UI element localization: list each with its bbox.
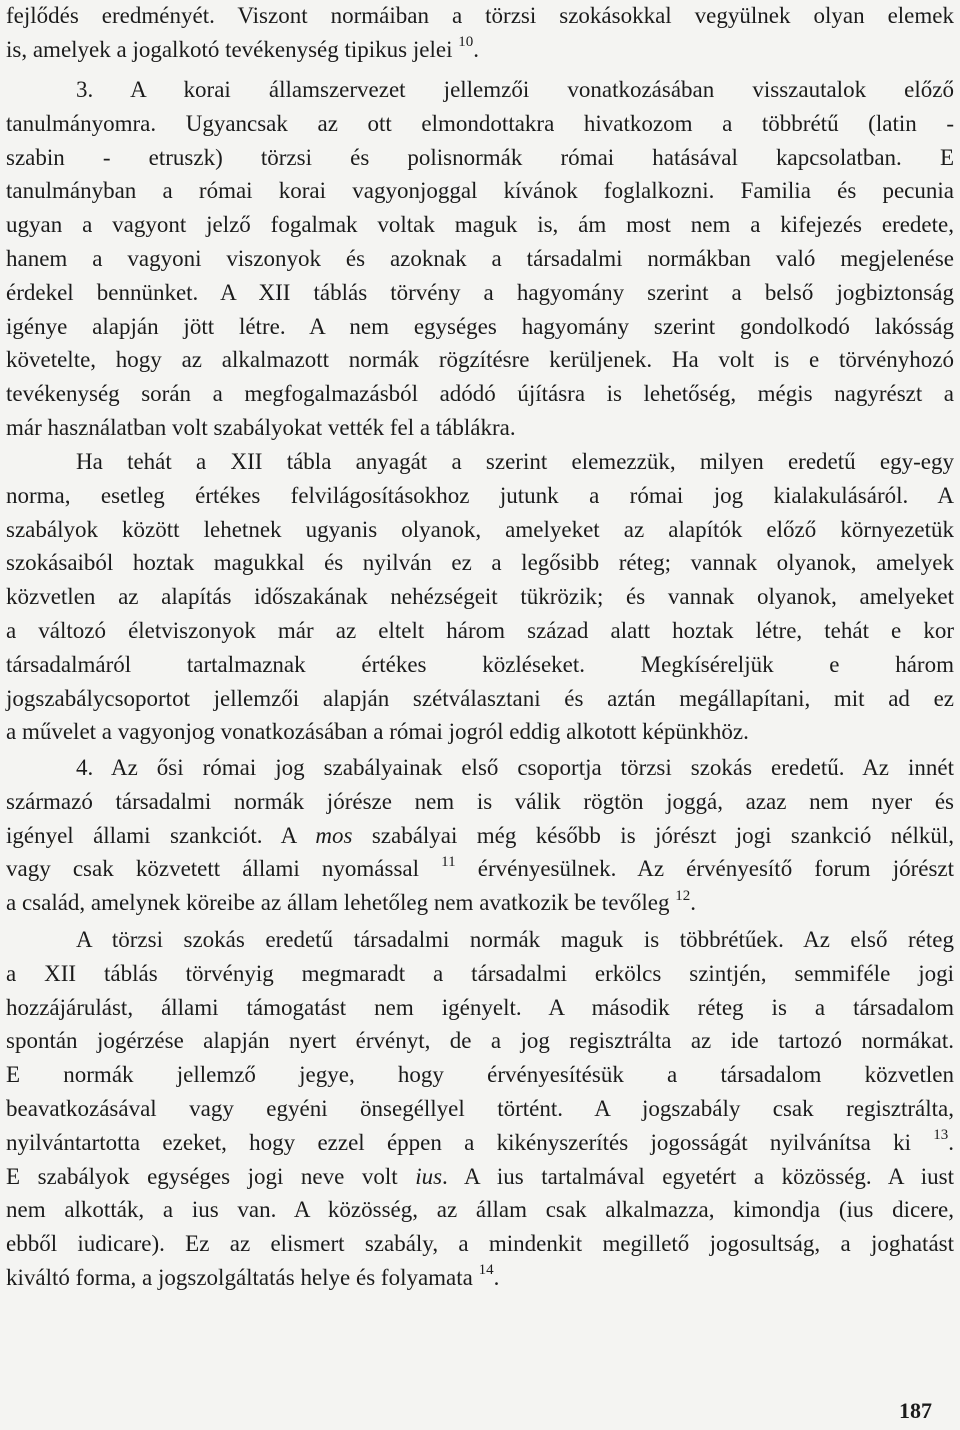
text-line	[6, 958, 954, 990]
text-line	[6, 581, 954, 613]
text-span: a művelet a vagyonjog vonatkozásában a római jogról eddig alkotott képünkhöz.	[6, 719, 749, 745]
text-span: szokásaiból hoztak magukkal és nyilván ez a legősibb réteg; vannak olyanok, amelyek	[6, 550, 954, 576]
text-span: a család, amelynek köreibe az állam lehetőleg nem avatkozik be tevőleg	[6, 890, 676, 916]
text-line	[6, 243, 954, 275]
paragraph-5	[6, 924, 954, 1300]
text-span: Ha tehát a XII tábla anyagát a szerint elemezzük, milyen eredetű egy-egy	[76, 449, 954, 474]
text-line	[6, 1093, 954, 1125]
text-line	[6, 1228, 954, 1260]
italic-term: mos	[315, 822, 353, 848]
text-span: hanem a vagyoni viszonyok és azoknak a társadalmi normákban való megjelenése	[6, 246, 954, 271]
text-span: követelte, hogy az alkalmazott normák rögzítésre kerüljenek. Ha volt is e törvényhozó	[6, 347, 954, 373]
text-line	[6, 1194, 954, 1226]
text-line	[6, 142, 954, 174]
text-span: is, amelyek a jogalkotó tevékenység tipikus jelei	[6, 36, 459, 62]
text-line	[6, 209, 954, 241]
text-span: fejlődés eredményét. Viszont normáiban a törzsi szokásokkal vegyülnek olyan elemek	[6, 3, 954, 28]
text-span: ugyan a vagyont jelző fogalmak voltak maguk is, ám most nem a kifejezés eredete,	[6, 212, 954, 238]
text-line	[6, 311, 954, 343]
text-line	[6, 992, 954, 1024]
text-line	[6, 446, 954, 478]
text-span: E normák jellemző jegye, hogy érvényesítésük a társadalom közvetlen	[6, 1062, 954, 1088]
text-span: érvényesülnek. Az érvényesítő forum jórészt	[455, 856, 955, 882]
text-span: szabályok között lehetnek ugyanis olyanok, amelyeket az alapítók előző környezetük	[6, 516, 954, 542]
text-line	[6, 1127, 954, 1159]
text-line	[6, 277, 954, 309]
text-span: kiváltó forma, a jogszolgáltatás helye és folyamata	[6, 1265, 479, 1290]
paragraph-3	[6, 446, 954, 754]
text-line	[6, 175, 954, 207]
text-line	[6, 924, 954, 956]
text-line	[6, 649, 954, 681]
text-line	[6, 887, 954, 919]
paragraph-4	[6, 752, 954, 925]
paragraph-2	[6, 74, 954, 450]
text-line	[6, 514, 954, 546]
text-line	[6, 108, 954, 140]
text-span: igényel állami szankciót. A	[6, 822, 316, 848]
footnote-marker: 12	[675, 887, 691, 904]
footnote-marker: 11	[441, 853, 456, 870]
text-span: nyilvántartotta ezeket, hogy ezzel éppen a kikényszerítés jogosságát nyilvánítsa ki	[6, 1129, 934, 1155]
text-span: spontán jogérzése alapján nyert érvényt, de a jog regisztrálta az ide tartozó normákat.	[6, 1028, 954, 1054]
text-line	[6, 716, 954, 748]
text-span: 3. A korai államszervezet jellemzői vonatkozásában visszautalok előző	[76, 77, 954, 102]
footnote-marker: 10	[458, 34, 474, 51]
text-span: érdekel bennünket. A XII táblás törvény a hagyomány szerint a belső jogbiztonság	[6, 279, 954, 305]
text-line	[6, 683, 954, 715]
text-span: a XII táblás törvényig megmaradt a társadalmi erkölcs szintjén, semmiféle jogi	[6, 960, 954, 986]
text-line	[6, 0, 954, 32]
text-span: jogszabálycsoportot jellemzői alapján szétválasztani és aztán megállapítani, mit ad ez	[6, 685, 954, 711]
paragraph-1	[6, 0, 954, 72]
text-line	[6, 378, 954, 410]
text-span: már használatban volt szabályokat vették fel a táblákra.	[6, 415, 516, 440]
text-span: nem alkották, a ius van. A közösség, az állam csak alkalmazza, kimondja (ius dicere,	[6, 1197, 954, 1223]
text-span: szabályai még később is jórészt jogi szankció nélkül,	[352, 822, 954, 848]
text-line	[6, 820, 954, 852]
text-line	[6, 547, 954, 579]
text-span: .	[493, 1265, 500, 1290]
text-line	[6, 615, 954, 647]
text-span: hozzájárulást, állami támogatást nem igényelt. A második réteg is a társadalom	[6, 994, 954, 1020]
text-span: .	[948, 1129, 954, 1155]
text-span: társadalmáról tartalmaznak értékes közléseket. Megkíséreljük e három	[6, 651, 954, 677]
footnote-marker: 13	[933, 1127, 949, 1144]
text-span: tanulmányomra. Ugyancsak az ott elmondottakra hivatkozom a többrétű (latin -	[6, 110, 954, 136]
text-span: tanulmányban a római korai vagyonjoggal kívánok foglalkozni. Familia és pecunia	[6, 178, 954, 204]
text-span: .	[690, 890, 697, 916]
text-line	[6, 1059, 954, 1091]
text-span: E szabályok egységes jogi neve volt	[6, 1163, 416, 1189]
text-span: származó társadalmi normák jórésze nem is válik rögtön joggá, azaz nem nyer és	[6, 788, 954, 814]
text-line	[6, 1161, 954, 1193]
text-line	[6, 752, 954, 784]
text-span: közvetlen az alapítás időszakának nehézségeit tükrözik; és vannak olyanok, amelyeket	[6, 584, 954, 610]
text-line	[6, 480, 954, 512]
text-span: tevékenység során a megfogalmazásból adódó újításra is lehetőség, mégis nagyrészt a	[6, 381, 954, 407]
text-line	[6, 786, 954, 818]
text-span: . A ius tartalmával egyetért a közösség. A iust	[442, 1163, 954, 1189]
footnote-marker: 14	[478, 1262, 494, 1279]
text-line	[6, 412, 954, 444]
text-line	[6, 74, 954, 106]
text-span: szabin - etruszk) törzsi és polisnormák római hatásával kapcsolatban. E	[6, 144, 954, 170]
text-line	[6, 853, 954, 885]
text-span: A törzsi szokás eredetű társadalmi normák maguk is többrétűek. Az első réteg	[76, 927, 954, 952]
text-line	[6, 1025, 954, 1057]
text-span: igénye alapján jött létre. A nem egységes hagyomány szerint gondolkodó lakósság	[6, 313, 954, 339]
text-line	[6, 34, 954, 66]
text-span: .	[473, 36, 479, 62]
text-span: ebből iudicare). Ez az elismert szabály, a mindenkit megillető jogosultság, a joghatást	[6, 1231, 954, 1257]
text-line	[6, 344, 954, 376]
page-number: 187	[899, 1398, 932, 1423]
text-span: beavatkozásával vagy egyéni önsegéllyel történt. A jogszabály csak regisztrálta,	[6, 1096, 954, 1121]
text-span: a változó életviszonyok már az eltelt három század alatt hoztak létre, tehát e kor	[6, 618, 954, 643]
text-span: vagy csak közvetett állami nyomással	[6, 856, 442, 882]
text-line	[6, 1262, 954, 1294]
text-span: norma, esetleg értékes felvilágosításokhoz jutunk a római jog kialakulásáról. A	[6, 482, 954, 508]
text-span: 4. Az ősi római jog szabályainak első csoportja törzsi szokás eredetű. Az innét	[76, 755, 954, 780]
italic-term: ius	[415, 1163, 443, 1189]
